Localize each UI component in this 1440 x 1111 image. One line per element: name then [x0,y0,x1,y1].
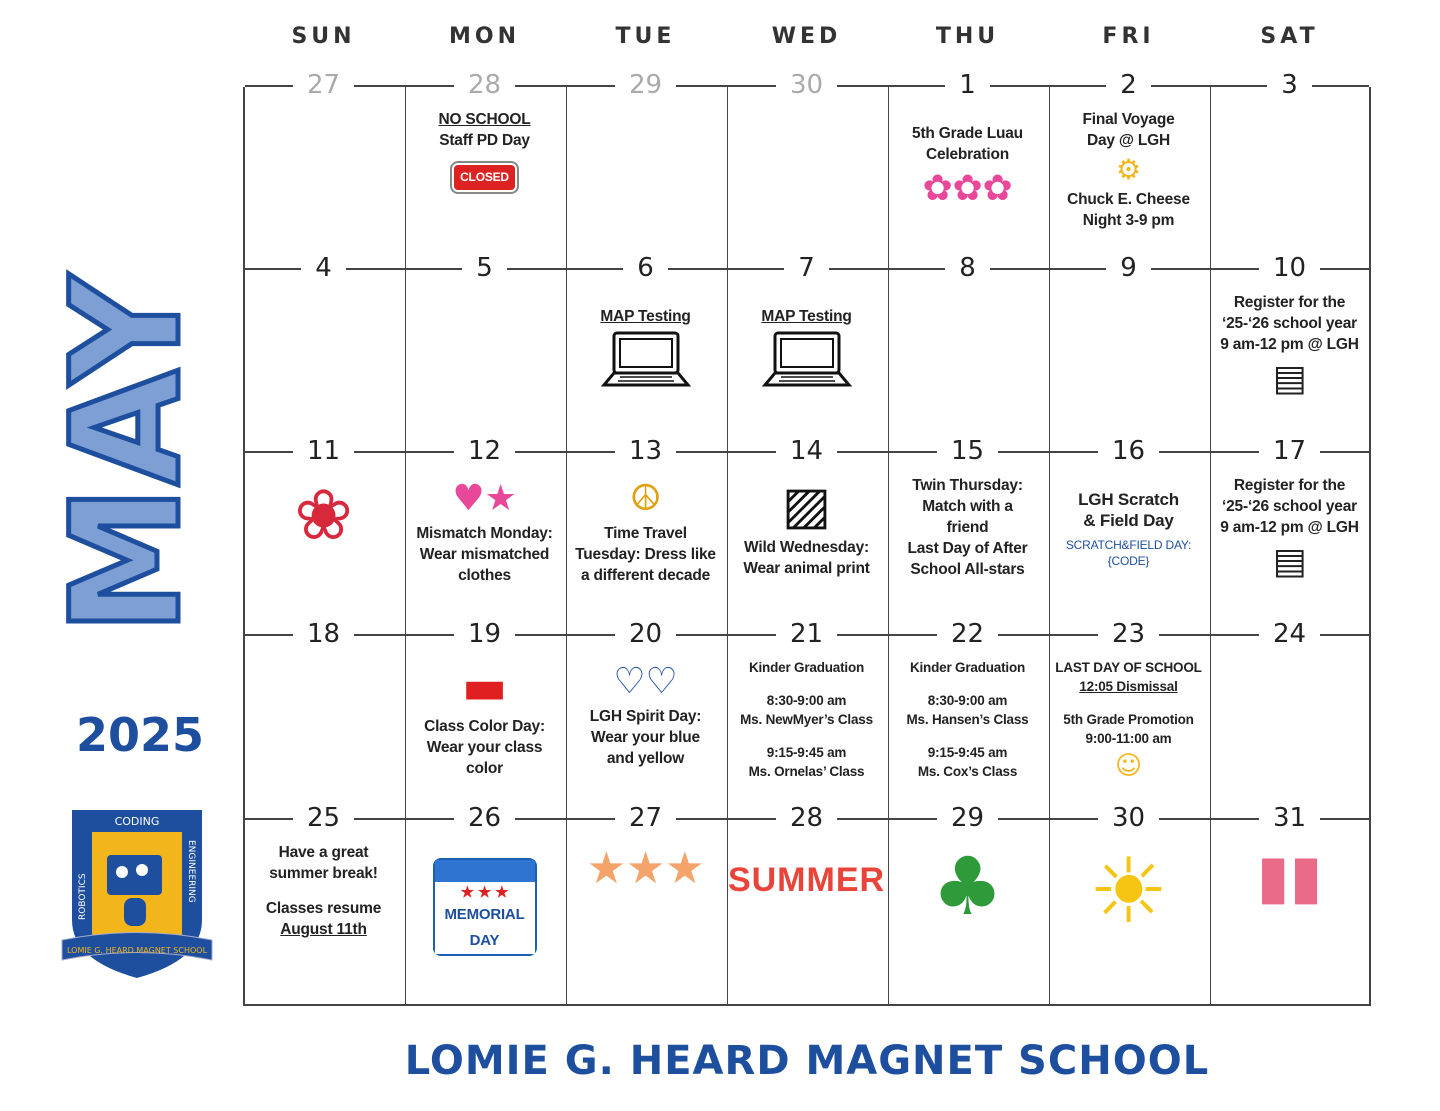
starfish-icon: ★★★ [586,843,705,894]
event-text: Last Day of After [907,540,1028,557]
event-text: 5th Grade Luau [912,125,1023,142]
day-number [565,436,726,466]
day-number-label: 26 [454,803,515,833]
day-cell [1048,270,1209,436]
day-number [404,253,565,283]
event-text: a different decade [580,567,711,584]
day-cell [887,87,1048,253]
day-number-label: 12 [454,436,515,466]
closed-school-icon: CLOSED [452,163,517,192]
hibiscus-icon: ✿✿✿ [922,168,1013,209]
event-text: Night 3-9 pm [1082,212,1175,229]
day-number [1048,436,1209,466]
memorial-day-calendar-icon [433,858,537,956]
day-number [404,70,565,100]
day-number-label: 27 [293,70,354,100]
day-number [887,619,1048,649]
day-cell [404,87,565,253]
day-number-label: 21 [776,619,837,649]
bouquet-icon: ❀ [294,474,353,556]
day-number [1209,253,1370,283]
weekday-header: SUN [291,24,356,49]
day-number [1048,619,1209,649]
svg-text:MAY: MAY [40,275,214,635]
day-number [1209,436,1370,466]
event-text: ‘25-‘26 school year [1222,498,1357,515]
day-number [404,619,565,649]
day-number-label: 9 [1106,253,1151,283]
event-text: & Field Day [1083,511,1174,530]
event-text: Wear your class [426,739,543,756]
day-number-label: 1 [945,70,990,100]
day-cell [565,270,726,436]
day-number-label: 18 [293,619,354,649]
day-number [243,619,404,649]
day-number-label: 30 [776,70,837,100]
day-cell [404,270,565,436]
day-cell [243,820,404,986]
svg-text:ENGINEERING: ENGINEERING [186,840,196,903]
day-number-label: 15 [937,436,998,466]
clipboard-icon: ▤ [1272,358,1307,399]
day-number-label: 19 [454,619,515,649]
event-text: Ms. NewMyer’s Class [740,712,873,727]
paintbrush-icon: ▬ [461,659,508,715]
svg-text:CODING: CODING [114,815,160,828]
day-cell [243,636,404,802]
day-number-label: 23 [1098,619,1159,649]
day-cell [404,636,565,802]
beach-palm-icon: ♣ [931,840,1004,933]
day-number-label: 17 [1259,436,1320,466]
day-number [565,619,726,649]
day-number-label: 29 [615,70,676,100]
day-cell [726,87,887,253]
event-text: 9:00-11:00 am [1085,731,1172,746]
day-number [726,619,887,649]
day-number-label: 31 [1259,803,1320,833]
event-text: Ms. Ornelas’ Class [748,764,865,779]
event-text: Ms. Hansen’s Class [906,712,1029,727]
hearts-icon: ♡♡ [613,661,678,702]
day-number [726,253,887,283]
day-number-label: 14 [776,436,837,466]
event-text: Mismatch Monday: [416,525,553,542]
event-text: Twin Thursday: [912,477,1023,494]
event-text: ‘25-‘26 school year [1222,315,1357,332]
event-text: Register for the [1233,477,1346,494]
weekday-header: SAT [1260,24,1319,49]
event-text: Wear animal print [743,560,870,577]
day-cell [565,87,726,253]
zebra-print-icon: ▨ [782,476,831,536]
day-number-label: 20 [615,619,676,649]
day-number-label: 25 [293,803,354,833]
year: 2025 [75,708,205,762]
day-cell [243,270,404,436]
event-text: and yellow [606,750,685,767]
day-number [1048,70,1209,100]
memorial-text: DAY [435,928,535,954]
day-number-label: 3 [1267,70,1312,100]
day-number [565,803,726,833]
event-text: Staff PD Day [439,132,530,149]
event-text: LGH Scratch [1078,490,1179,509]
day-number [243,803,404,833]
weekday-header: THU [935,24,1000,49]
day-number [887,803,1048,833]
weekday-header: MON [448,24,520,49]
event-text: NO SCHOOL [438,111,531,128]
event-text: friend [946,519,989,536]
event-text: MAP Testing [761,308,852,325]
event-text: 9:15-9:45 am [927,745,1008,760]
day-cell [1209,453,1370,619]
day-cell [404,453,565,619]
day-cell [1048,636,1209,802]
day-cell [1048,820,1209,986]
day-cell [1209,87,1370,253]
day-number-label: 4 [301,253,346,283]
day-number-label: 16 [1098,436,1159,466]
lightbulb-gear-icon: ⚙ [1116,153,1141,186]
day-number-label: 30 [1098,803,1159,833]
event-text: Have a great [278,844,369,861]
event-text: Wear your blue [591,729,700,746]
event-text: LAST DAY OF SCHOOL [1055,660,1202,675]
day-cell [887,270,1048,436]
event-text: 8:30-9:00 am [927,693,1008,708]
event-text: Ms. Cox’s Class [917,764,1018,779]
day-number [243,436,404,466]
day-cell [404,820,565,986]
school-logo [62,800,212,980]
event-text: Final Voyage [1082,111,1175,128]
weekday-header: FRI [1102,24,1155,49]
day-number [1209,70,1370,100]
event-text: clothes [458,567,511,584]
summer-icon: SUMMER [727,861,886,899]
event-text: Chuck E. Cheese [1067,191,1190,208]
day-cell [726,636,887,802]
day-number [565,253,726,283]
event-text: 8:30-9:00 am [766,693,847,708]
memorial-text: MEMORIAL [435,902,535,928]
event-text: Wild Wednesday: [744,539,869,556]
day-cell [1048,453,1209,619]
day-number [726,803,887,833]
event-text: Celebration [925,146,1010,163]
sun-icon: ☀ [1088,839,1169,944]
day-number-label: 5 [462,253,507,283]
day-number-label: 6 [623,253,668,283]
day-number [243,253,404,283]
day-cell [243,453,404,619]
day-number-label: 8 [945,253,990,283]
day-cell [887,636,1048,802]
event-text: 5th Grade Promotion [1063,712,1194,727]
event-text: Classes resume [265,900,382,917]
day-cell [243,87,404,253]
event-text: Class Color Day: [424,718,545,735]
weekday-header: TUE [615,24,676,49]
event-text: 12:05 Dismissal [1079,679,1178,694]
event-text: Match with a [922,498,1013,515]
day-cell [1048,87,1209,253]
flip-flops-icon: ▮▮ [1256,842,1323,912]
event-text: Time Travel [604,525,687,542]
day-cell [887,453,1048,619]
day-number-label: 11 [293,436,354,466]
event-text: summer break! [269,865,378,882]
memorial-text: ★ ★ ★ [435,882,535,902]
svg-text:LOMIE G. HEARD MAGNET SCHOOL: LOMIE G. HEARD MAGNET SCHOOL [66,946,208,955]
event-text: August 11th [280,921,367,938]
event-text: School All-stars [910,561,1025,578]
day-number [726,70,887,100]
day-number [887,436,1048,466]
event-text: 9 am-12 pm @ LGH [1220,519,1359,536]
party-face-icon: ☺ [1115,751,1142,781]
day-cell [726,270,887,436]
day-cell [726,453,887,619]
day-number-label: 2 [1106,70,1151,100]
day-number [887,253,1048,283]
event-text: MAP Testing [600,308,691,325]
day-cell [1209,270,1370,436]
funky-glasses-icon: ♥★ [452,478,517,519]
day-cell [1209,636,1370,802]
day-number [1048,803,1209,833]
day-cell [887,820,1048,986]
peace-sign-icon: ☮ [629,478,662,519]
svg-text:ROBOTICS: ROBOTICS [78,873,88,920]
day-number [404,436,565,466]
day-number-label: 22 [937,619,998,649]
event-text: Wear mismatched [419,546,550,563]
calendar-binding [435,860,535,882]
day-number [243,70,404,100]
day-number [565,70,726,100]
scratch-field-day-logo: SCRATCH&FIELD DAY: {CODE} [1065,538,1192,568]
day-number [887,70,1048,100]
event-text: Register for the [1233,294,1346,311]
day-number [404,803,565,833]
day-number-label: 29 [937,803,998,833]
day-number-label: 27 [615,803,676,833]
day-number [1209,803,1370,833]
event-text: Kinder Graduation [748,660,865,675]
event-text: LGH Spirit Day: [589,708,702,725]
laptop-icon [761,329,853,402]
clipboard-icon: ▤ [1272,541,1307,582]
event-text: 9 am-12 pm @ LGH [1220,336,1359,353]
day-cell [726,820,887,986]
school-name-footer: LOMIE G. HEARD MAGNET SCHOOL [404,1038,1210,1084]
day-number [1048,253,1209,283]
day-number-label: 10 [1259,253,1320,283]
day-number-label: 28 [776,803,837,833]
event-text: color [466,760,503,777]
day-number-label: 28 [454,70,515,100]
day-cell [565,636,726,802]
day-number-label: 7 [784,253,829,283]
day-number [1209,619,1370,649]
day-number-label: 24 [1259,619,1320,649]
event-text: 9:15-9:45 am [766,745,847,760]
event-text: Day @ LGH [1086,132,1171,149]
day-number [726,436,887,466]
event-text: Tuesday: Dress like [575,546,716,563]
event-text: Kinder Graduation [909,660,1026,675]
laptop-icon [600,329,692,402]
weekday-header: WED [771,24,842,49]
month-title [40,250,214,660]
day-cell [565,453,726,619]
day-cell [1209,820,1370,986]
day-number-label: 13 [615,436,676,466]
day-cell [565,820,726,986]
